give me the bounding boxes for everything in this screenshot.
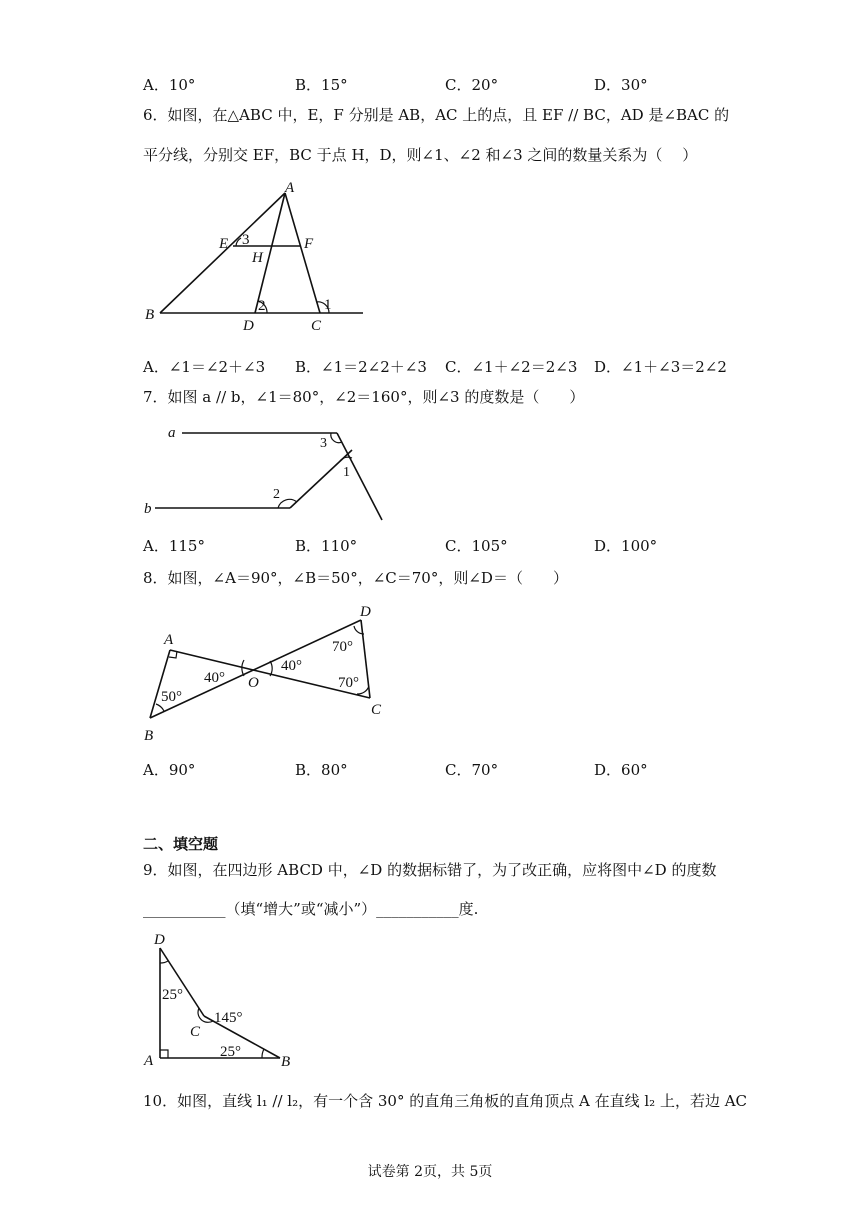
label-angle-2: 2 xyxy=(258,298,266,314)
label-angle-c: 145° xyxy=(214,1010,243,1026)
q10-stem: 10．如图，直线 l₁ // l₂，有一个含 30° 的直角三角板的直角顶点 A 在直线 l₂ 上，若边 AC xyxy=(143,1092,748,1110)
angle-b-arc xyxy=(156,704,164,711)
q8-option-b: B．80° xyxy=(295,761,348,779)
label-c: C xyxy=(371,702,382,718)
angle-d-arc xyxy=(160,961,168,963)
q7-option-a: A．115° xyxy=(143,537,205,555)
label-a: A xyxy=(164,632,174,648)
line-dc xyxy=(160,948,204,1016)
q7-option-d: D．100° xyxy=(594,537,658,555)
label-angle-o: 40° xyxy=(281,658,302,674)
q6-option-c: C．∠1＋∠2＝2∠3 xyxy=(445,358,578,376)
label-d: D xyxy=(154,932,165,948)
label-a: A xyxy=(144,1053,154,1069)
section-title: 二、填空题 xyxy=(143,835,219,853)
label-angle-c: 70° xyxy=(338,675,359,691)
label-angle-d: 70° xyxy=(332,639,353,655)
label-angle-b: 25° xyxy=(220,1044,241,1060)
page-footer: 试卷第 2页，共 5页 xyxy=(367,1164,493,1180)
right-angle-mark xyxy=(160,1050,168,1058)
q8-option-d: D．60° xyxy=(594,761,648,779)
q5-option-b: B．15° xyxy=(295,76,348,94)
q9-stem-line1: 9．如图，在四边形 ABCD 中，∠D 的数据标错了，为了改正确，应将图中∠D 的度数 xyxy=(143,861,717,879)
q6-option-d: D．∠1＋∠3＝2∠2 xyxy=(594,358,727,376)
label-angle-1: 1 xyxy=(343,465,350,480)
q9-stem-line2: ___________（填“增大”或“减小”）___________度. xyxy=(143,900,479,918)
label-f: F xyxy=(304,236,314,252)
q6-stem-line1: 6．如图，在△ABC 中，E，F 分别是 AB，AC 上的点，且 EF // BC，AD 是∠BAC 的 xyxy=(143,106,730,124)
label-line-b: b xyxy=(144,501,152,517)
q5-option-c: C．20° xyxy=(445,76,499,94)
label-angle-d: 25° xyxy=(162,987,183,1003)
q8-option-a: A．90° xyxy=(143,761,196,779)
line-ab xyxy=(160,193,285,313)
label-o: O xyxy=(248,675,259,691)
q6-stem-line2: 平分线，分别交 EF，BC 于点 H，D，则∠1、∠2 和∠3 之间的数量关系为（ ） xyxy=(143,146,698,164)
q5-option-d: D．30° xyxy=(594,76,648,94)
q6-option-b: B．∠1＝2∠2＋∠3 xyxy=(295,358,427,376)
q7-option-c: C．105° xyxy=(445,537,508,555)
q8-option-c: C．70° xyxy=(445,761,499,779)
q5-option-a: A．10° xyxy=(143,76,196,94)
label-b: B xyxy=(281,1054,291,1070)
label-c: C xyxy=(190,1024,201,1040)
q7-option-b: B．110° xyxy=(295,537,358,555)
label-angle-3: 3 xyxy=(242,232,250,248)
q8-stem: 8．如图，∠A＝90°，∠B＝50°，∠C＝70°，则∠D＝（ ） xyxy=(143,569,568,587)
label-b: B xyxy=(144,728,154,744)
q8-figure xyxy=(140,598,390,746)
label-b: B xyxy=(145,307,155,323)
q7-stem: 7．如图 a // b，∠1＝80°，∠2＝160°，则∠3 的度数是（ ） xyxy=(143,388,585,406)
label-e: E xyxy=(219,236,229,252)
label-h: H xyxy=(252,250,263,266)
q7-figure xyxy=(140,418,390,524)
q6-figure xyxy=(140,178,380,338)
label-angle-a: 40° xyxy=(204,670,225,686)
label-angle-b: 50° xyxy=(161,689,182,705)
label-a: A xyxy=(285,180,295,196)
label-angle-2: 2 xyxy=(273,487,280,502)
label-d: D xyxy=(243,318,254,334)
label-c: C xyxy=(311,318,322,334)
label-angle-1: 1 xyxy=(324,297,332,313)
label-line-a: a xyxy=(168,425,176,441)
line-ac xyxy=(285,193,320,313)
line-ab xyxy=(150,650,170,718)
q6-option-a: A．∠1＝∠2＋∠3 xyxy=(143,358,266,376)
label-d: D xyxy=(360,604,371,620)
label-angle-3: 3 xyxy=(320,436,327,451)
angle-b-arc xyxy=(262,1049,264,1058)
q9-figure xyxy=(140,928,310,1070)
